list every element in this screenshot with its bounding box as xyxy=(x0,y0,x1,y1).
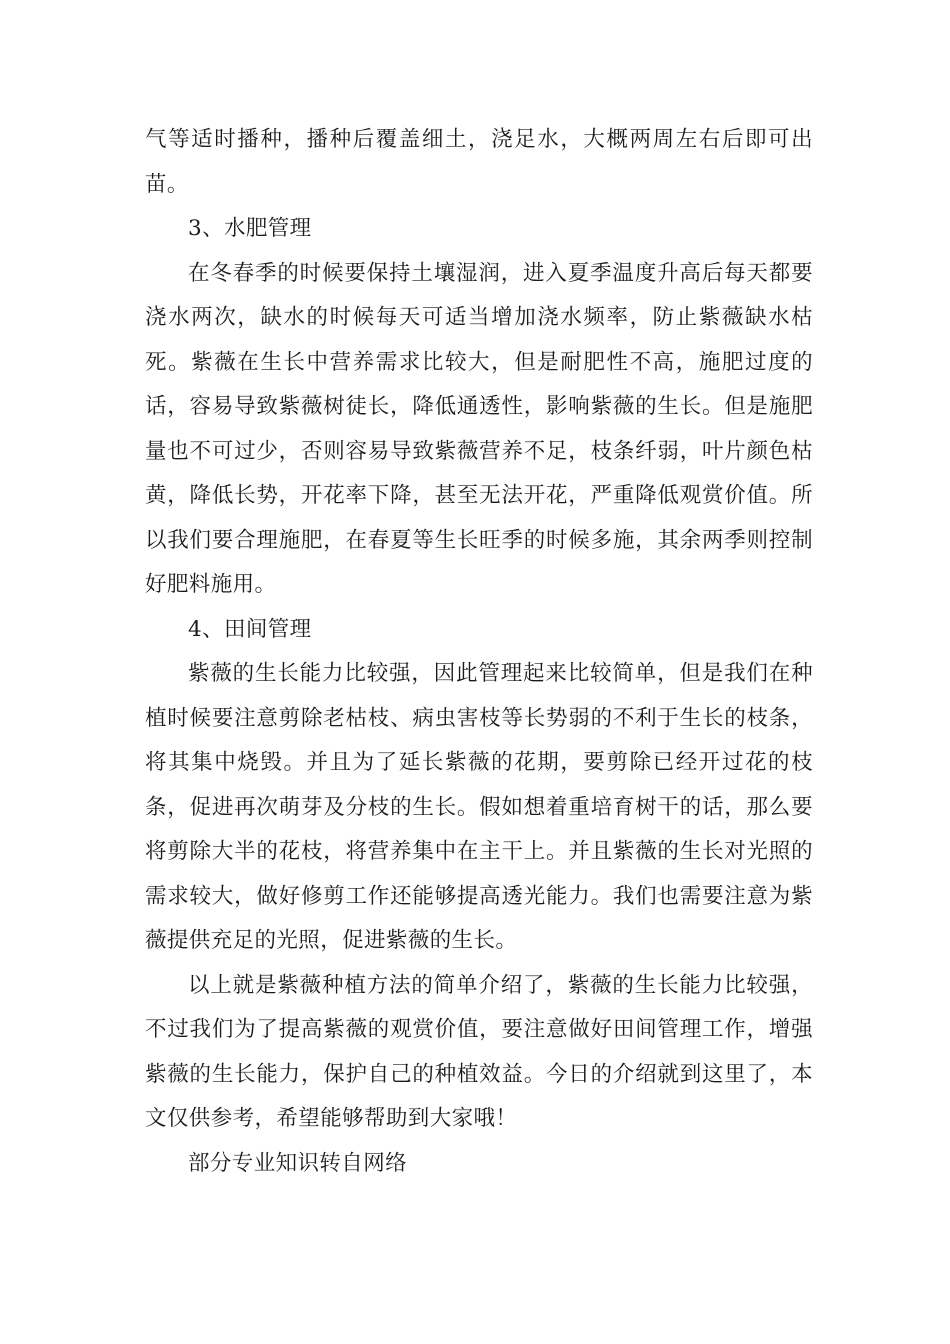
paragraph-water-fertilizer: 在冬春季的时候要保持土壤湿润，进入夏季温度升高后每天都要浇水两次，缺水的时候每天可适当增加浇水频率，防止紫薇缺水枯死。紫薇在生长中营养需求比较大，但是耐肥性不高，施肥过度的话，容易导致紫薇树徒长，降低通透性，影响紫薇的生长。但是施肥量也不可过少，否则容易导致紫薇营养不足，枝条纤弱，叶片颜色枯黄，降低长势，开花率下降，甚至无法开花，严重降低观赏价值。所以我们要合理施肥，在春夏等生长旺季的时候多施，其余两季则控制好肥料施用。 xyxy=(145,260,813,597)
heading-water-fertilizer: 3、水肥管理 xyxy=(188,216,312,241)
heading-field-management: 4、田间管理 xyxy=(188,616,312,642)
paragraph-conclusion: 以上就是紫薇种植方法的简单介绍了，紫薇的生长能力比较强，不过我们为了提高紫薇的观赏价值，要注意做好田间管理工作，增强紫薇的生长能力，保护自己的种植效益。今日的介绍就到这里了，本文仅供参考，希望能够帮助到大家哦！ xyxy=(145,972,813,1131)
paragraph-sowing-continued: 气等适时播种，播种后覆盖细土，浇足水，大概两周左右后即可出苗。 xyxy=(145,127,813,197)
document-body xyxy=(145,118,813,1186)
paragraph-field-management: 紫薇的生长能力比较强，因此管理起来比较简单，但是我们在种植时候要注意剪除老枯枝、病虫害枝等长势弱的不利于生长的枝条，将其集中烧毁。并且为了延长紫薇的花期，要剪除已经开过花的枝条，促进再次萌芽及分枝的生长。假如想着重培育树干的话，那么要将剪除大半的花枝，将营养集中在主干上。并且紫薇的生长对光照的需求较大，做好修剪工作还能够提高透光能力。我们也需要注意为紫薇提供充足的光照，促进紫薇的生长。 xyxy=(145,661,813,953)
paragraph-source-note: 部分专业知识转自网络 xyxy=(188,1150,408,1176)
